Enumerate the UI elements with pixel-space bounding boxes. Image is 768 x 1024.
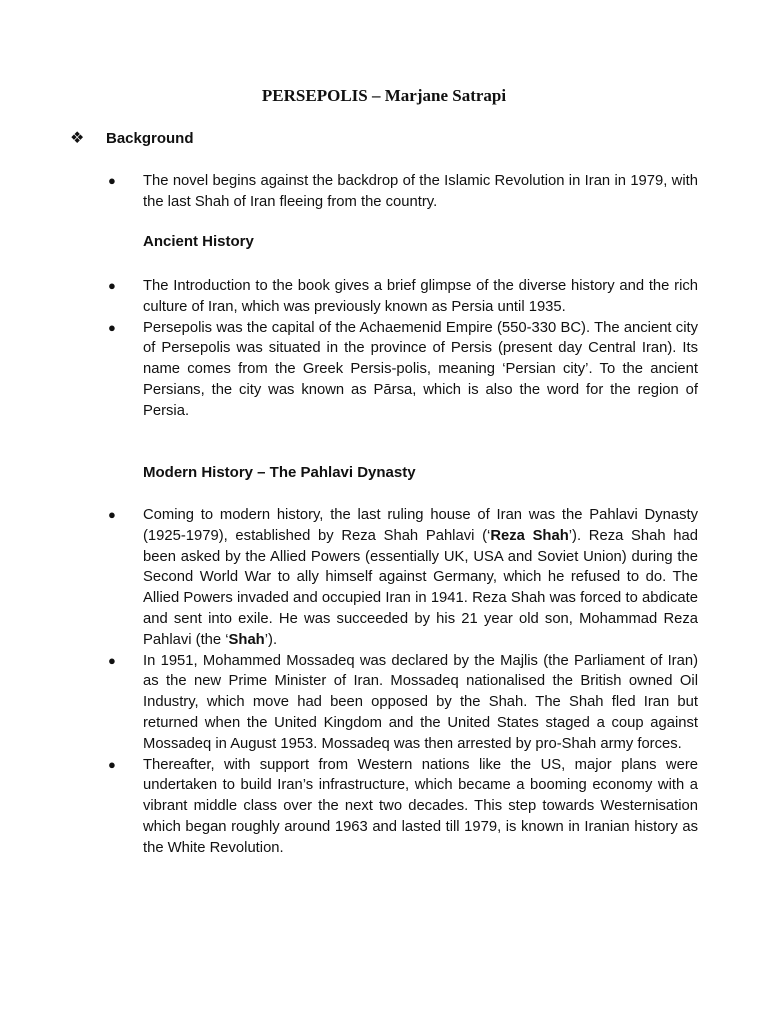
bullet-icon: ● — [108, 173, 116, 188]
text-run: ’). — [264, 631, 278, 648]
paragraph: In 1951, Mohammed Mossadeq was declared by the Majlis (the Parliament of Iran) as the new Prime Minister of Iran. Mossadeq nationalised the British owned Oil Industry, which move had been opposed by the Shah. The Shah fled Iran but returned when the United Kingdom and the United States staged a coup against Mossadeq in August 1953. Mossadeq was then arrested by pro-Shah army forces. — [143, 652, 698, 752]
subheading-ancient: Ancient History — [143, 233, 254, 250]
bullet-icon: ● — [108, 278, 116, 293]
list-item — [0, 318, 768, 422]
paragraph: The Introduction to the book gives a brief glimpse of the diverse history and the rich culture of Iran, which was previously known as Persia until 1935. — [143, 278, 698, 315]
paragraph: The novel begins against the backdrop of the Islamic Revolution in Iran in 1979, with the last Shah of Iran fleeing from the country. — [143, 173, 698, 210]
modern-list — [0, 505, 768, 859]
bullet-icon: ● — [108, 756, 116, 772]
bold-text: Shah — [228, 631, 265, 648]
section-background — [70, 128, 194, 148]
page-title: PERSEPOLIS – Marjane Satrapi — [261, 86, 507, 105]
list-item — [0, 755, 768, 859]
text-run: Coming to modern history, the last ruling house of Iran was the Pahlavi Dynasty (1925-1979), established by Reza Shah Pahlavi (‘ — [143, 507, 698, 544]
subheading-modern: Modern History – The Pahlavi Dynasty — [143, 464, 416, 481]
text-run: ’). Reza Shah had been asked by the Allied Powers (essentially UK, USA and Soviet Union) during the Second World War to ally himself against Germany, which he refused to do. The Allied Powers invaded and occupied Iran in 1941. Reza Shah was forced to abdicate and sent into exile. He was succeeded by his 21 year old son, Mohammad Reza Pahlavi (the ‘ — [143, 527, 698, 648]
bullet-icon: ● — [108, 319, 116, 335]
bullet-icon: ● — [108, 507, 116, 522]
diamond-bullet-icon: ❖ — [70, 130, 85, 147]
intro-list — [0, 171, 768, 213]
bold-text: Reza Shah — [490, 527, 569, 544]
paragraph: Persepolis was the capital of the Achaemenid Empire (550-330 BC). The ancient city of Persepolis was situated in the province of Persis (present day Central Iran). Its name comes from the Greek Persis-polis, meaning ‘Persian city’. To the ancient Persians, the city was known as Pārsa, which is also the word for the region of Persia. — [143, 319, 698, 419]
list-item — [0, 171, 768, 213]
paragraph — [143, 505, 698, 651]
section-heading: Background — [106, 129, 194, 147]
paragraph: Thereafter, with support from Western nations like the US, major plans were undertaken to build Iran’s infrastructure, which became a booming economy with a vibrant middle class over the next two decades. This step towards Westernisation which began roughly around 1963 and lasted till 1979, is known in Iranian history as the White Revolution. — [143, 756, 698, 856]
list-item — [0, 505, 768, 651]
bullet-icon: ● — [108, 652, 116, 668]
list-item — [0, 276, 768, 318]
ancient-list — [0, 276, 768, 422]
list-item — [0, 651, 768, 755]
